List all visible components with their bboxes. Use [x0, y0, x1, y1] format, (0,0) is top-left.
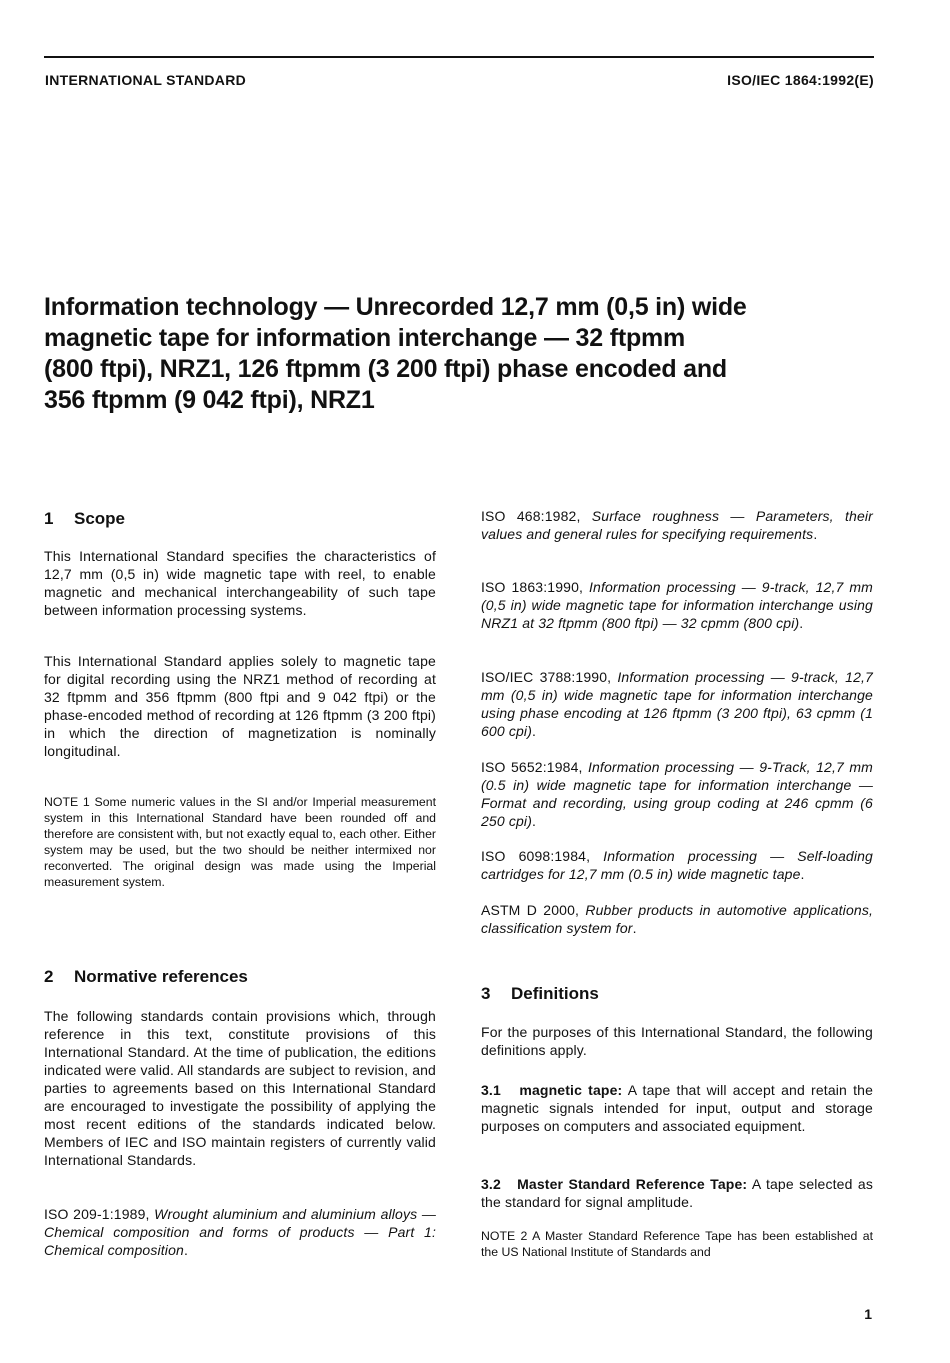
definition-master-standard-reference-tape: [481, 1175, 873, 1211]
note-1: NOTE 1 Some numeric values in the SI and/or Imperial measurement system in this International Standard have been rounded off and therefore are consistent with, but not exactly equal to, each other. Either system may be used, but the two should be neither intermixed nor reconverted. The original design was made using the Imperial measurement system.: [44, 795, 436, 889]
section-title: Definitions: [511, 984, 599, 1003]
section-number: 3: [481, 984, 491, 1003]
note-2: NOTE 2 A Master Standard Reference Tape has been established at the US National Institute of Standards and: [481, 1229, 873, 1259]
reference-title: Rubber products in automotive applications, classification system for: [481, 902, 874, 936]
reference-title: Information processing — 9-Track, 12,7 mm (0.5 in) wide magnetic tape for information interchange — Format and recording, using group coding at 246 cpmm (6 250 cpi): [481, 759, 873, 829]
reference-end: .: [800, 866, 805, 882]
definition-term: magnetic tape:: [519, 1082, 623, 1098]
section-title: Scope: [74, 509, 126, 528]
reference-title: Information processing — 9-track, 12,7 mm (0,5 in) wide magnetic tape for information interchange using phase encoding at 126 ftpmm (3 200 ftpi), 63 cpmm (1 600 cpi): [481, 669, 873, 739]
reference-title: Information processing — 9-track, 12,7 mm (0,5 in) wide magnetic tape for information interchange using NRZ1 at 32 ftpmm (800 ftpi) — 32 cpmm (800 cpi): [481, 579, 873, 631]
reference-code: ISO 209-1:1989,: [44, 1206, 155, 1222]
definition-number: 3.2: [481, 1176, 501, 1192]
reference-code: ISO 1863:1990,: [481, 579, 589, 595]
reference-end: .: [632, 920, 637, 936]
section-heading-definitions: [481, 984, 599, 1004]
reference-code: ASTM D 2000,: [481, 902, 586, 918]
scope-paragraph-2: This International Standard applies solely to magnetic tape for digital recording using the NRZ1 method of recording at 32 ftpmm and 356 ftpmm (800 ftpi and 9 042 ftpi) or the phase-encoded method of recording at 126 ftpmm (3 200 ftpi) in which the direction of magnetization is nominally longitudinal.: [44, 653, 436, 759]
title-line: 356 ftpmm (9 042 ftpi), NRZ1: [44, 386, 375, 414]
definition-text: A tape selected as the standard for signal amplitude.: [481, 1176, 873, 1210]
title-line: (800 ftpi), NRZ1, 126 ftpmm (3 200 ftpi) phase encoded and: [44, 355, 727, 383]
header-rule: [44, 56, 874, 58]
reference-title: Information processing — Self-loading cartridges for 12,7 mm (0.5 in) wide magnetic tape: [481, 848, 873, 882]
reference-end: .: [799, 615, 804, 631]
title-line: Information technology — Unrecorded 12,7 mm (0,5 in) wide: [44, 293, 747, 321]
definition-term: Master Standard Reference Tape:: [517, 1176, 748, 1192]
reference-end: .: [813, 526, 818, 542]
section-number: 1: [44, 509, 54, 528]
reference-code: ISO 5652:1984,: [481, 759, 588, 775]
reference-code: ISO/IEC 3788:1990,: [481, 669, 618, 685]
reference-iso-iec-3788: [481, 668, 873, 740]
section-heading-normative-references: [44, 967, 248, 987]
document-number: ISO/IEC 1864:1992(E): [727, 72, 874, 88]
definition-magnetic-tape: [481, 1081, 873, 1135]
reference-iso-6098: [481, 847, 873, 883]
section-heading-scope: [44, 509, 125, 529]
reference-end: .: [183, 1242, 188, 1258]
reference-code: ISO 468:1982,: [481, 508, 592, 524]
title-line: magnetic tape for information interchange — 32 ftpmm: [44, 324, 686, 352]
scope-paragraph-1: This International Standard specifies the characteristics of 12,7 mm (0,5 in) wide magnetic tape with reel, to enable magnetic and mechanical interchangeability of such tape between information processing systems.: [44, 548, 436, 618]
definition-text: A tape that will accept and retain the magnetic signals intended for input, output and storage purposes on computers and associated equipment.: [481, 1082, 874, 1134]
document-title: [44, 292, 884, 416]
section-title: Normative references: [74, 967, 248, 986]
reference-end: .: [532, 723, 537, 739]
reference-iso-1863: [481, 578, 873, 632]
reference-iso-209-1: [44, 1205, 436, 1259]
reference-code: ISO 6098:1984,: [481, 848, 604, 864]
document-type-label: INTERNATIONAL STANDARD: [45, 72, 247, 88]
definition-number: 3.1: [481, 1082, 501, 1098]
normative-paragraph: The following standards contain provisions which, through reference in this text, constitute provisions of this International Standard. At the time of publication, the editions indicated were valid. All standards are subject to revision, and parties to agreements based on this International Standard are encouraged to investigate the possibility of applying the most recent editions of the standards indicated below. Members of IEC and ISO maintain registers of currently valid International Standards.: [44, 1008, 436, 1168]
reference-astm-d-2000: [481, 901, 873, 937]
section-number: 2: [44, 967, 54, 986]
reference-title: Surface roughness — Parameters, their values and general rules for specifying requirements: [481, 508, 873, 542]
reference-iso-468: [481, 507, 873, 543]
reference-title: Wrought aluminium and aluminium alloys — Chemical composition and forms of products — Part 1: Chemical composition: [44, 1206, 437, 1258]
reference-end: .: [532, 813, 537, 829]
reference-iso-5652: [481, 758, 873, 830]
page-number: 1: [864, 1306, 872, 1322]
definitions-intro: For the purposes of this International Standard, the following definitions apply.: [481, 1024, 873, 1058]
